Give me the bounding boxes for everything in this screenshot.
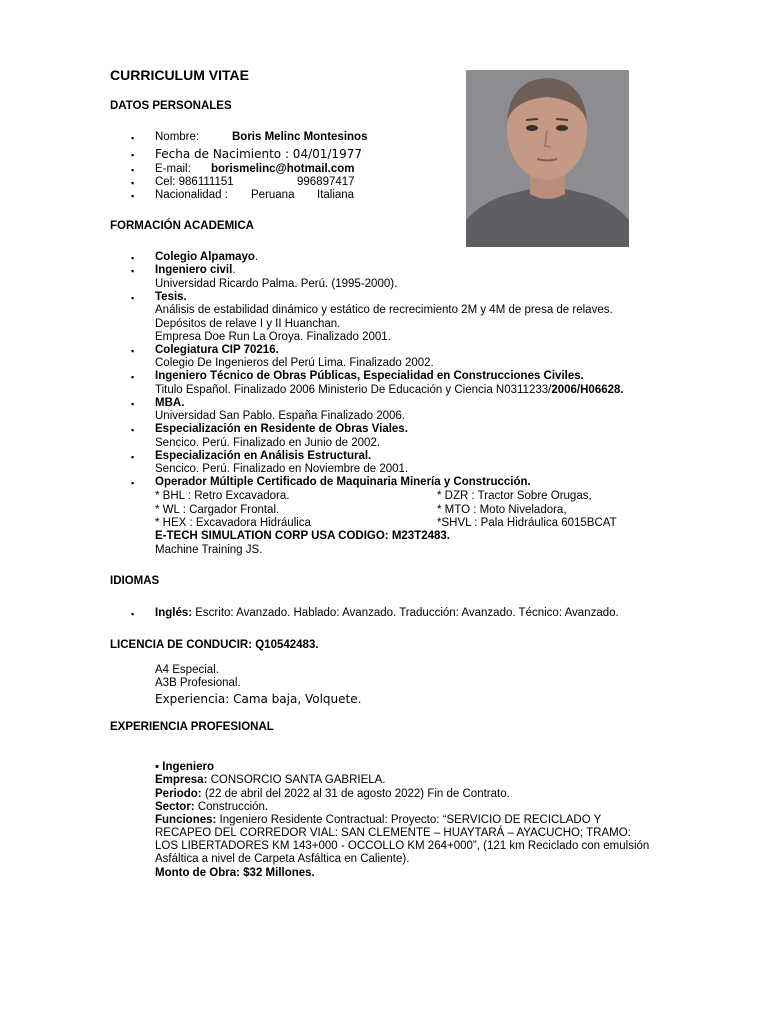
- edu-etech-detail: Machine Training JS.: [155, 544, 263, 556]
- job-role: ▪ Ingeniero: [155, 761, 215, 773]
- phone-label: Cel: 986111151: [155, 176, 234, 188]
- job-sector: [155, 801, 268, 813]
- bullet: ▪: [131, 372, 135, 382]
- machine-item: * HEX : Excavadora Hidráulica: [155, 517, 311, 529]
- license-item: A3B Profesional.: [155, 677, 241, 689]
- birth-date: Fecha de Nacimiento : 04/01/1977: [155, 147, 362, 161]
- edu-cip-detail: Colegio De Ingenieros del Perú Lima. Finalizado 2002.: [155, 357, 434, 369]
- bullet: ▪: [131, 191, 135, 201]
- section-heading-education: FORMACIÓN ACADEMICA: [110, 220, 254, 232]
- machine-item: * MTO : Moto Niveladora,: [437, 504, 567, 516]
- edu-roads-detail: Sencico. Perú. Finalizado en Junio de 2002.: [155, 437, 381, 449]
- job-period-value: (22 de abril del 2022 al 31 de agosto 2022) Fin de Contrato.: [201, 788, 510, 800]
- license-item: A4 Especial.: [155, 664, 219, 676]
- bullet: ▪: [131, 133, 135, 143]
- name-value: Boris Melinc Montesinos: [232, 131, 368, 143]
- bullet: ▪: [131, 399, 135, 409]
- email-label: E-mail:: [155, 163, 191, 175]
- bullet: ▪: [131, 452, 135, 462]
- edu-degree-dot: .: [232, 264, 236, 276]
- bullet: ▪: [131, 478, 135, 488]
- job-functions-line-3: LOS LIBERTADORES KM 143+000 - OCCOLLO KM 264+000”, (121 km Reciclado con emulsión: [155, 840, 650, 852]
- job-functions-text: Ingeniero Residente Contractual: Proyecto: “SERVICIO DE RECICLADO Y: [216, 814, 602, 826]
- section-heading-languages: IDIOMAS: [110, 575, 160, 587]
- edu-school-name: Colegio Alpamayo: [155, 251, 255, 263]
- edu-mba-title: MBA.: [155, 397, 185, 409]
- bullet: ▪: [131, 609, 135, 619]
- edu-technical-detail-code: 2006/H06628.: [551, 384, 624, 396]
- job-sector-label: Sector:: [155, 801, 195, 813]
- edu-etech-title: E-TECH SIMULATION CORP USA CODIGO: M23T2483.: [155, 530, 450, 542]
- edu-thesis-line-3: Empresa Doe Run La Oroya. Finalizado 2001.: [155, 331, 391, 343]
- job-sector-value: Construcción.: [194, 801, 269, 813]
- job-period-label: Periodo:: [155, 788, 202, 800]
- nationality-label: Nacionalidad :: [155, 189, 228, 201]
- profile-photo: [466, 70, 629, 247]
- machine-item: * BHL : Retro Excavadora.: [155, 490, 290, 502]
- job-amount: Monto de Obra: $32 Millones.: [155, 867, 315, 879]
- job-company-value: CONSORCIO SANTA GABRIELA.: [207, 774, 386, 786]
- edu-degree-detail: Universidad Ricardo Palma. Perú. (1995-2000).: [155, 278, 398, 290]
- portrait-icon: [466, 70, 629, 247]
- edu-item-school: [155, 251, 258, 263]
- phone-value-2: 996897417: [297, 176, 355, 188]
- edu-operator-title: Operador Múltiple Certificado de Maquinaria Minería y Construcción.: [155, 476, 531, 488]
- section-heading-personal: DATOS PERSONALES: [110, 100, 232, 112]
- bullet: ▪: [131, 425, 135, 435]
- edu-structural-title: Especialización en Análisis Estructural.: [155, 450, 372, 462]
- job-company-label: Empresa:: [155, 774, 208, 786]
- edu-school-dot: .: [254, 251, 259, 263]
- section-heading-license: LICENCIA DE CONDUCIR: Q10542483.: [110, 639, 319, 651]
- edu-mba-detail: Universidad San Pablo. España Finalizado 2006.: [155, 410, 405, 422]
- machine-item: * WL : Cargador Frontal.: [155, 504, 280, 516]
- job-functions-line-4: Asfáltica a nivel de Carpeta Asfáltica en Caliente).: [155, 853, 410, 865]
- nationality-value-1: Peruana: [251, 189, 295, 201]
- bullet: ▪: [131, 178, 135, 188]
- job-period: [155, 788, 510, 800]
- language-detail: Escrito: Avanzado. Hablado: Avanzado. Traducción: Avanzado. Técnico: Avanzado.: [192, 607, 619, 619]
- edu-thesis-line-2: Depósitos de relave I y II Huanchan.: [155, 318, 341, 330]
- job-company: [155, 774, 386, 786]
- machine-item: *SHVL : Pala Hidráulica 6015BCAT: [437, 517, 617, 529]
- license-experience: Experiencia: Cama baja, Volquete.: [155, 692, 362, 706]
- edu-roads-title: Especialización en Residente de Obras Viales.: [155, 423, 408, 435]
- edu-structural-detail: Sencico. Perú. Finalizado en Noviembre de 2001.: [155, 463, 409, 475]
- edu-technical-detail: [155, 384, 624, 396]
- edu-technical-detail-text: Titulo Español. Finalizado 2006 Ministerio De Educación y Ciencia N0311233/: [155, 384, 552, 396]
- nationality-value-2: Italiana: [317, 189, 355, 201]
- edu-item-degree: [155, 264, 236, 276]
- job-functions-line-2: RECAPEO DEL CORREDOR VIAL: SAN CLEMENTE – HUAYTARÁ – AYACUCHO; TRAMO:: [155, 827, 631, 839]
- language-item: [155, 607, 619, 619]
- bullet: ▪: [131, 253, 135, 263]
- job-functions-label: Funciones:: [155, 814, 217, 826]
- bullet: ▪: [131, 346, 135, 356]
- page-title: CURRICULUM VITAE: [110, 67, 249, 83]
- bullet: ▪: [131, 293, 135, 303]
- edu-thesis-title: Tesis.: [155, 291, 187, 303]
- bullet: ▪: [131, 266, 135, 276]
- edu-cip-title: Colegiatura CIP 70216.: [155, 344, 279, 356]
- email-value: borismelinc@hotmail.com: [211, 163, 355, 175]
- name-label: Nombre:: [155, 131, 200, 143]
- edu-thesis-line-1: Análisis de estabilidad dinámico y estático de recrecimiento 2M y 4M de presa de relaves.: [155, 304, 613, 316]
- edu-technical-title: Ingeniero Técnico de Obras Públicas, Especialidad en Construcciones Civiles.: [155, 370, 584, 382]
- job-functions-line-1: [155, 814, 601, 826]
- language-name: Inglés:: [155, 607, 193, 619]
- bullet: ▪: [131, 150, 135, 160]
- section-heading-experience: EXPERIENCIA PROFESIONAL: [110, 721, 274, 733]
- machine-item: * DZR : Tractor Sobre Orugas,: [437, 490, 592, 502]
- edu-degree-name: Ingeniero civil: [155, 264, 233, 276]
- bullet: ▪: [131, 165, 135, 175]
